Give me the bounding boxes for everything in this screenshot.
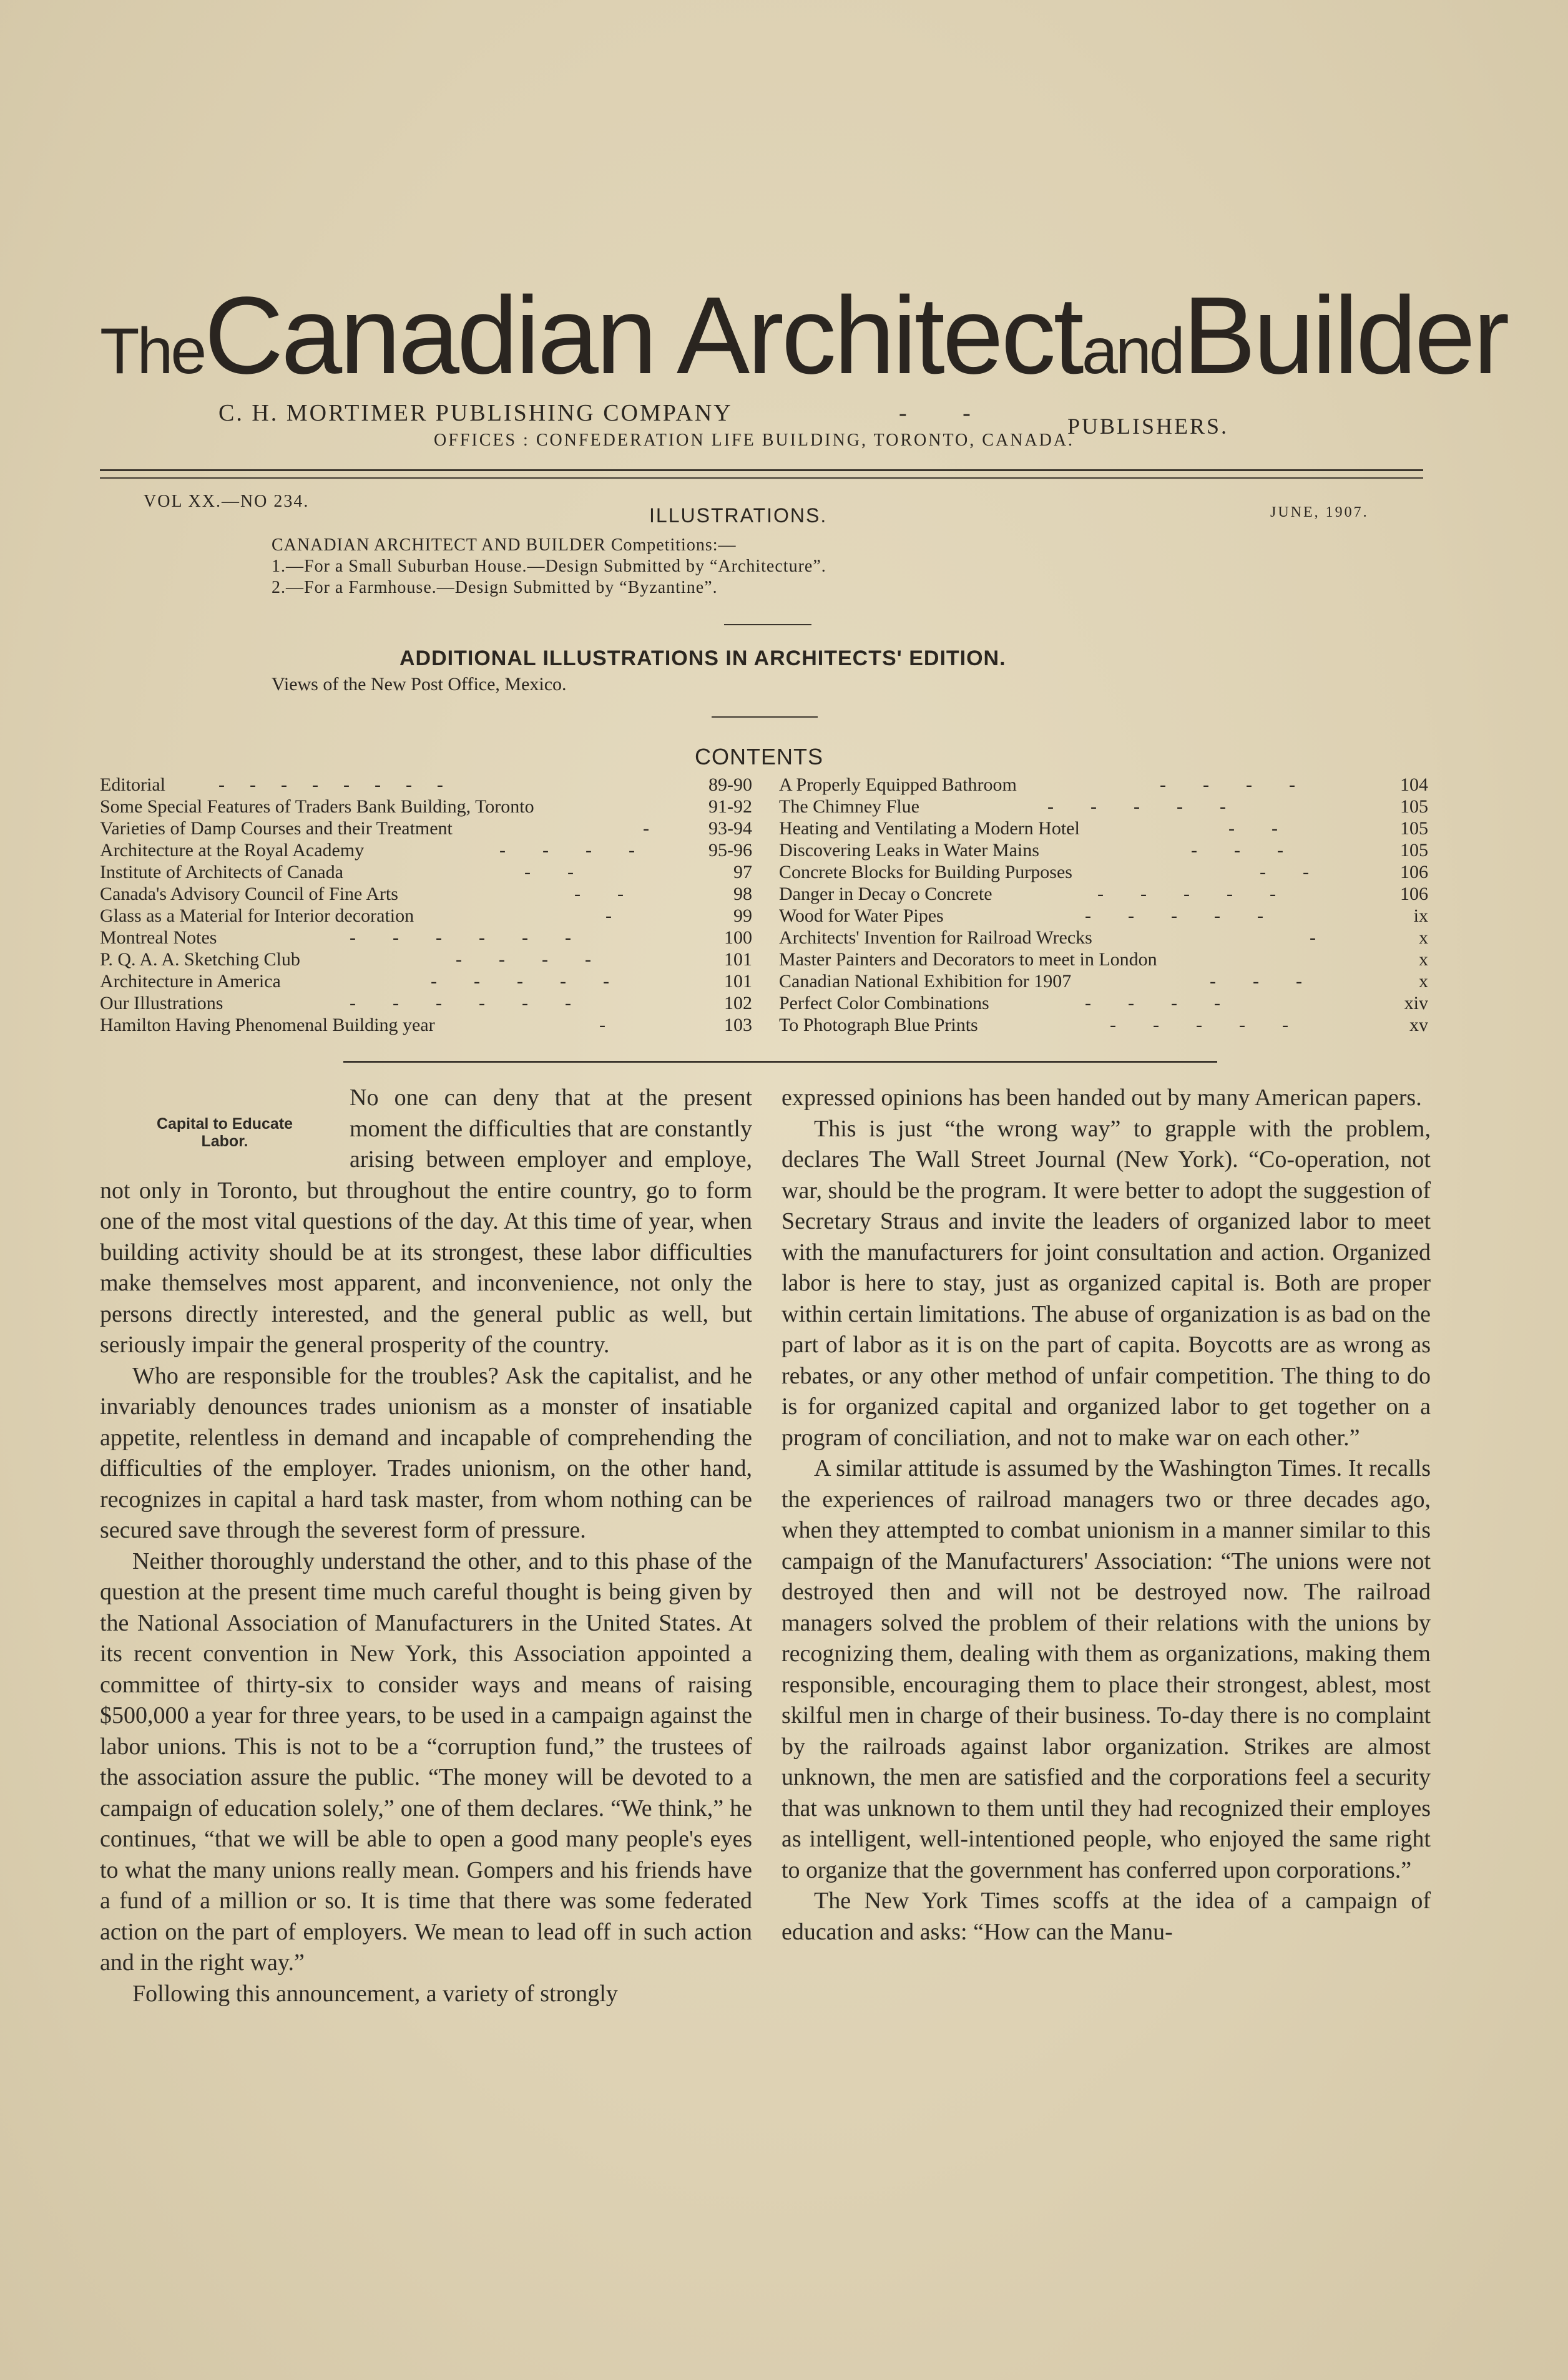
title-canadian-architect: Canadian Architect (204, 275, 1082, 397)
article-paragraph: The New York Times scoffs at the idea of a campaign of education and asks: “How can the Manu- (782, 1888, 1431, 1945)
title-the: The (100, 315, 205, 388)
contents-row: Architecture at the Royal Academy - - - - 95-96 (100, 840, 752, 861)
contents-row: Concrete Blocks for Building Purposes - - 106 (779, 862, 1428, 882)
contents-row: Glass as a Material for Interior decoration - 99 (100, 905, 752, 926)
contents-row: Canada's Advisory Council of Fine Arts - - 98 (100, 884, 752, 904)
additional-illustrations-line: Views of the New Post Office, Mexico. (272, 674, 567, 695)
publisher-name: C. H. MORTIMER PUBLISHING COMPANY (218, 400, 733, 426)
article-paragraph: A similar attitude is assumed by the Washington Times. It recalls the experiences of railroad managers two or three decades ago, when they attempted to combat unionism in a manner similar to this campaign of the Manufacturers' Association: “The unions were not destroyed then and will not be destroyed now. The railroad managers solved the problem of their relations with the unions by recognizing them, dealing with them as organizations, making them responsible, encouraging them to place their strongest, ablest, most skilful men in charge of their business. To-day there is no complaint by the railroads against labor organization. Strikes are almost unknown, the men are satisfied and the corporations feel a security that was unknown to them until they had recognized their employes as intelligent, well-intentioned people, who enjoyed the same right to organize that the government has conferred upon corporations.” (782, 1455, 1431, 1883)
contents-row: Some Special Features of Traders Bank Building, Toronto 91-92 (100, 796, 752, 817)
contents-row: Architecture in America - - - - - 101 (100, 971, 752, 992)
contents-row: Wood for Water Pipes - - - - - ix (779, 905, 1428, 926)
contents-row: Master Painters and Decorators to meet in London x (779, 949, 1428, 970)
contents-right-column (779, 774, 1428, 1036)
illustrations-intro: CANADIAN ARCHITECT AND BUILDER Competitions:— (272, 535, 737, 555)
contents-row: Architects' Invention for Railroad Wrecks - x (779, 927, 1428, 948)
publisher-dashes: - - (899, 400, 996, 426)
contents-row: Canadian National Exhibition for 1907 - - - x (779, 971, 1428, 992)
title-and: and (1082, 315, 1183, 388)
masthead (100, 275, 1507, 397)
offices-address: OFFICES : CONFEDERATION LIFE BUILDING, TORONTO, CANADA. (434, 431, 1075, 450)
article-paragraph: Neither thoroughly understand the other, and to this phase of the question at the present time much careful thought is being given by the National Association of Manufacturers in the United States. At its recent convention in New York, this Association appointed a committee of thirty-six to consider ways and means of raising $500,000 a year for three years, to be used in a campaign against the labor unions. This is not to be a “corruption fund,” the trustees of the association assure the public. “The money will be devoted to a campaign of education solely,” one of them declares. “We think,” he continues, “that we will be able to open a good many people's eyes to what the many unions really mean. Gompers and his friends have a fund of a million or so. It is time that there was some federated action on the part of employers. We mean to lead off in such action and in the right way.” (100, 1548, 752, 1976)
article-right-column (782, 1083, 1431, 1948)
title-builder: Builder (1182, 275, 1507, 397)
contents-row: Montreal Notes - - - - - - 100 (100, 927, 752, 948)
divider (724, 624, 811, 625)
contents-row: Discovering Leaks in Water Mains - - - 105 (779, 840, 1428, 861)
article-paragraph: Following this announcement, a variety of strongly (132, 1980, 618, 2007)
article-paragraph: expressed opinions has been handed out by many American papers. (782, 1085, 1422, 1111)
contents-row: Perfect Color Combinations - - - - xiv (779, 993, 1428, 1013)
additional-illustrations-heading: ADDITIONAL ILLUSTRATIONS IN ARCHITECTS' EDITION. (399, 646, 1006, 670)
contents-row: Institute of Architects of Canada - - 97 (100, 862, 752, 882)
divider (712, 716, 818, 718)
article-left-column (100, 1083, 752, 2009)
contents-row: The Chimney Flue - - - - - 105 (779, 796, 1428, 817)
illustration-item-2: 2.—For a Farmhouse.—Design Submitted by “Byzantine”. (272, 578, 718, 597)
volume-number: VOL XX.—NO 234. (144, 492, 310, 511)
contents-row: Danger in Decay o Concrete - - - - - 106 (779, 884, 1428, 904)
contents-row: Heating and Ventilating a Modern Hotel - - 105 (779, 818, 1428, 839)
article-sidehead: Capital to Educate Labor. (156, 1115, 293, 1150)
contents-row: Editorial - - - - - - - - 89-90 (100, 774, 752, 795)
contents-left-column (100, 774, 752, 1036)
contents-row: P. Q. A. A. Sketching Club - - - - 101 (100, 949, 752, 970)
issue-date: JUNE, 1907. (1270, 504, 1369, 520)
publishers-label: PUBLISHERS. (1067, 414, 1229, 439)
article-paragraph: No one can deny that at the present moment the difficulties that are constantly arising between employer and employe, not only in Toronto, but throughout the entire country, go to form one of the most vital questions of the day. At this time of year, when building activity should be at its strongest, these labor difficulties make themselves most apparent, and inconvenience, not only the persons directly interested, and the general public as well, but seriously impair the general prosperity of the country. (100, 1085, 752, 1358)
article-paragraph: This is just “the wrong way” to grapple with the problem, declares The Wall Street Journal (New York). “Co-operation, not war, should be the program. It were better to adopt the suggestion of Secretary Straus and invite the leaders of organized labor to meet with the manufacturers for joint consultation and action. Organized labor is here to stay, just as organized capital is. Both are proper within certain limitations. The abuse of organization is as bad on the part of labor as it is on the part of capita. Boycotts are as wrong as rebates, or any other method of unfair competition. The thing to do is for organized capital and organized labor to get together on a program of conciliation, and not to make war on each other.” (782, 1115, 1431, 1451)
contents-heading: CONTENTS (695, 744, 823, 769)
contents-bottom-rule (343, 1061, 1217, 1063)
contents-row: Varieties of Damp Courses and their Treatment - 93-94 (100, 818, 752, 839)
illustrations-heading: ILLUSTRATIONS. (649, 504, 828, 527)
contents-row: To Photograph Blue Prints - - - - - xv (779, 1015, 1428, 1035)
contents-row: Hamilton Having Phenomenal Building year - 103 (100, 1015, 752, 1035)
illustration-item-1: 1.—For a Small Suburban House.—Design Submitted by “Architecture”. (272, 557, 826, 576)
masthead-rule (100, 469, 1423, 479)
article-paragraph: Who are responsible for the troubles? Ask the capitalist, and he invariably denounces trades unionism as a monster of insatiable appetite, relentless in demand and incapable of comprehending the difficulties of the employer. Trades unionism, on the other hand, recognizes in capital a hard task master, from whom nothing can be secured save through the severest form of pressure. (100, 1362, 752, 1543)
contents-row: A Properly Equipped Bathroom - - - - 104 (779, 774, 1428, 795)
contents-row: Our Illustrations - - - - - - 102 (100, 993, 752, 1013)
magazine-title (100, 275, 1507, 397)
